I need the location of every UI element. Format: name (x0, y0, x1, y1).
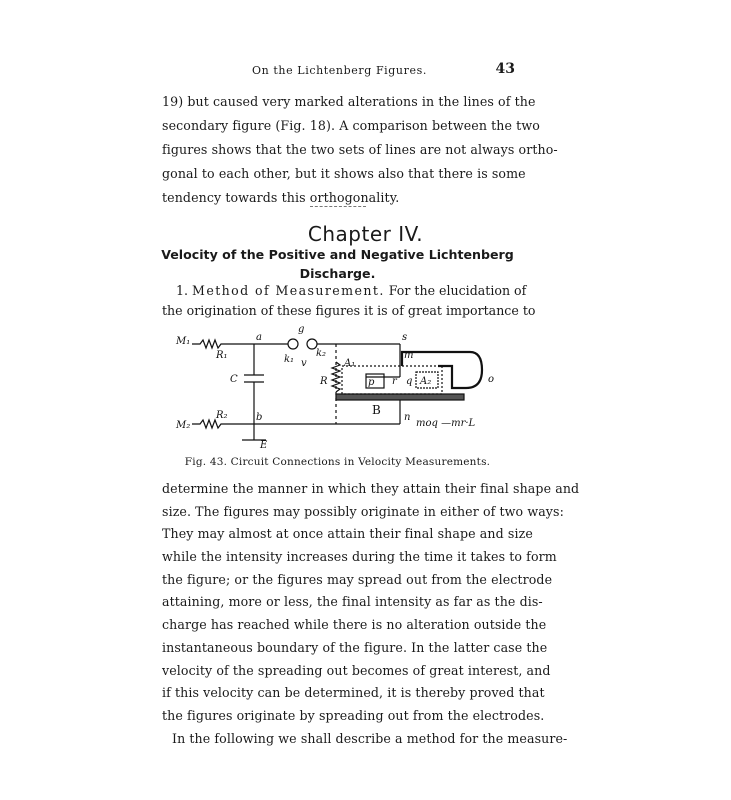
text-line: velocity of the spreading out becomes of great interest, and (162, 662, 551, 678)
text-line: tendency towards this orthogonality. (162, 190, 400, 205)
intro-paragraph (162, 90, 558, 210)
section-title-line: Discharge. (299, 266, 376, 281)
running-head (160, 62, 515, 80)
circuit-diagram (170, 322, 510, 452)
subsection-heading: Method of Measurement. (192, 283, 385, 298)
label-r-small: r (392, 376, 397, 387)
label-b: b (256, 412, 263, 423)
text-line: the figures originate by spreading out from the electrodes. (162, 707, 545, 723)
label-a: a (256, 332, 262, 343)
label-r2: R₂ (216, 410, 228, 421)
text-line: instantaneous boundary of the figure. In the latter case the (162, 639, 548, 655)
label-q: q (406, 376, 413, 387)
text-line: secondary figure (Fig. 18). A comparison between the two (162, 118, 540, 133)
plate-b (336, 394, 464, 400)
page-number: 43 (495, 61, 515, 77)
label-k2: k₂ (316, 348, 327, 359)
text-line: charge has reached while there is no alteration outside the (162, 617, 547, 633)
text-line: attaining, more or less, the final intensity as far as the dis- (162, 594, 543, 610)
label-a1: A₁ (344, 358, 356, 369)
label-r1: R₁ (216, 350, 228, 361)
text-line: gonal to each other, but it shows also that there is some (162, 166, 526, 181)
label-v: v (301, 358, 307, 369)
subsection-first-line (176, 283, 527, 298)
text-line: determine the manner in which they attain their final shape and (162, 481, 580, 496)
label-formula: moq —mr·L (416, 418, 476, 429)
spark-ball-k1 (288, 339, 298, 349)
subsection-text: For the elucidation of (388, 283, 527, 298)
label-r: R (320, 376, 328, 387)
chapter-title: Chapter IV. (307, 222, 424, 246)
section-title-line: Velocity of the Positive and Negative Lichtenberg (161, 247, 514, 262)
section-divider (310, 206, 366, 208)
label-b-plate: B (372, 403, 381, 417)
text-line: while the intensity increases during the time it takes to form (162, 549, 557, 565)
label-o: o (488, 374, 495, 385)
resistor-r2 (192, 420, 400, 428)
label-s: s (402, 332, 408, 343)
subsection-continuation: the origination of these figures it is of great importance to (162, 303, 536, 318)
label-m1: M₁ (176, 336, 191, 347)
section-title (160, 245, 515, 283)
figure-caption: Fig. 43. Circuit Connections in Velocity Measurements. (184, 456, 491, 468)
text-line: if this velocity can be determined, it is thereby proved that (162, 685, 545, 701)
text-line: the figure; or the figures may spread out from the electrode (162, 571, 553, 587)
label-c: C (230, 374, 238, 385)
subsection-number: 1. (176, 283, 189, 298)
running-head-title: On the Lichtenberg Figures. (252, 64, 427, 77)
text-line: In the following we shall describe a method for the measure- (172, 730, 568, 746)
body-paragraph (162, 478, 580, 750)
label-a2: A₂ (420, 376, 432, 387)
label-m: m (404, 350, 414, 361)
ground-wire (242, 424, 266, 440)
text-line: size. The figures may possibly originate in either of two ways: (162, 503, 564, 519)
label-m2: M₂ (176, 420, 191, 431)
text-line: They may almost at once attain their final shape and size (162, 526, 533, 542)
resistor-r1 (192, 340, 288, 348)
label-e: E (260, 440, 268, 451)
text-line: 19) but caused very marked alterations in the lines of the (162, 94, 536, 109)
label-n: n (404, 412, 411, 423)
label-k1: k₁ (284, 354, 295, 365)
label-g: g (298, 324, 305, 335)
text-line: figures shows that the two sets of lines are not always ortho- (162, 142, 558, 157)
label-p: p (368, 377, 375, 388)
